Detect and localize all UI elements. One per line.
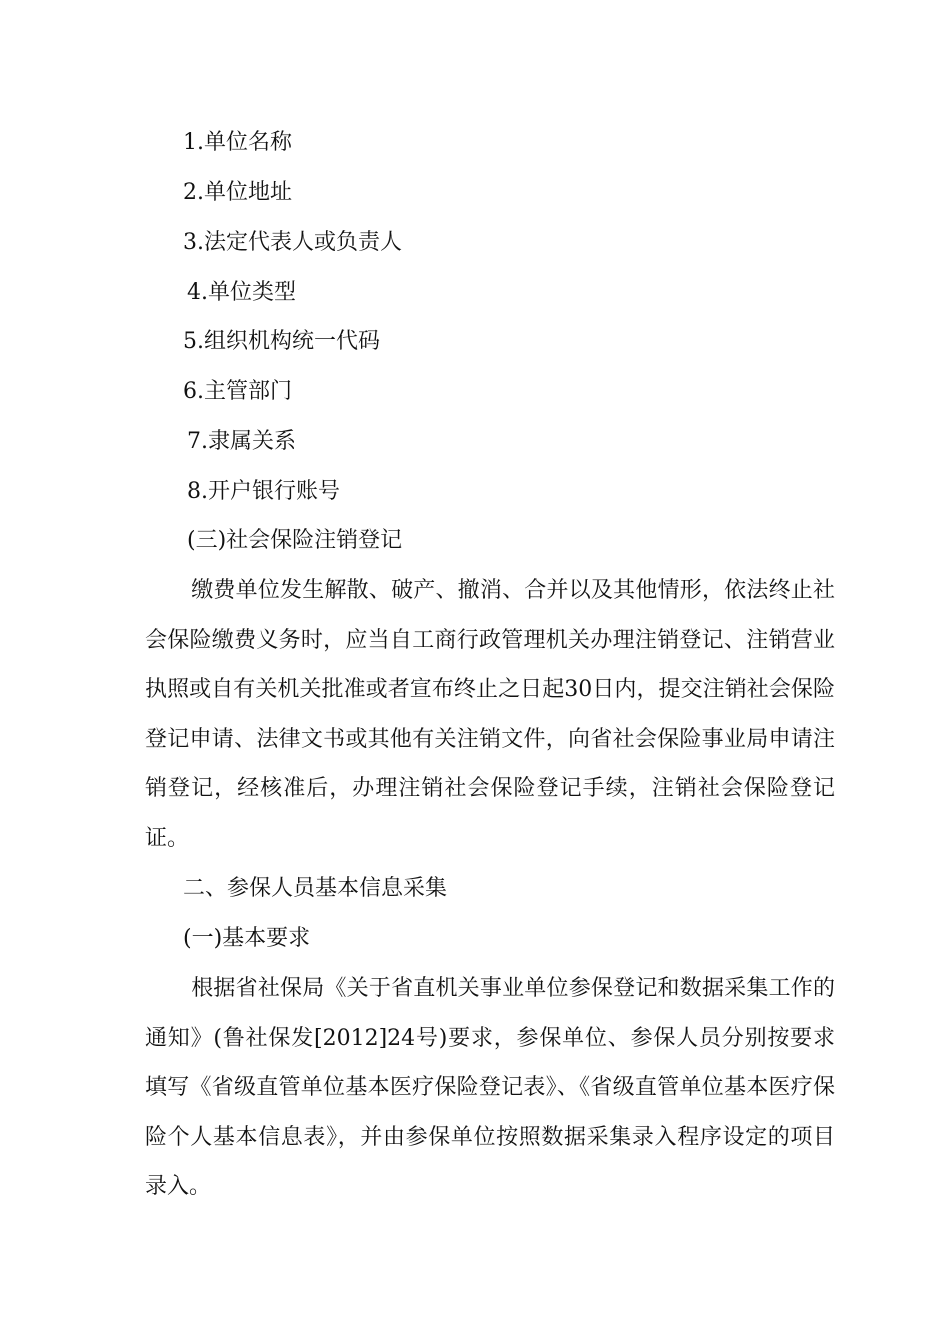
paragraph-deregistration [145,566,835,863]
list-item-8: 8.开户银行账号 [187,479,340,504]
list-item-7: 7.隶属关系 [187,429,296,454]
section-heading-deregistration: (三)社会保险注销登记 [187,528,403,553]
chapter-heading-info-collection: 二、参保人员基本信息采集 [183,876,448,901]
paragraph-basic-requirements-text: 根据省社保局《关于省直机关事业单位参保登记和数据采集工作的通知》(鲁社保发[2012]24号)要求，参保单位、参保人员分别按要求填写《省级直管单位基本医疗保险登记表》、《省级直管单位基本医疗保险个人基本信息表》，并由参保单位按照数据采集录入程序设定的项目录入。 [145,976,835,1199]
section-heading-basic-requirements: (一)基本要求 [183,926,311,951]
list-item-2: 2.单位地址 [183,180,292,205]
paragraph-deregistration-text: 缴费单位发生解散、破产、撤消、合并以及其他情形，依法终止社会保险缴费义务时，应当自工商行政管理机关办理注销登记、注销营业执照或自有关机关批准或者宣布终止之日起30日内，提交注销社会保险登记申请、法律文书或其他有关注销文件，向省社会保险事业局申请注销登记，经核准后，办理注销社会保险登记手续，注销社会保险登记证。 [145,578,835,851]
list-item-1: 1.单位名称 [183,130,292,155]
list-item-6: 6.主管部门 [183,379,292,404]
paragraph-basic-requirements [145,964,835,1212]
list-item-5: 5.组织机构统一代码 [183,329,380,354]
list-item-4: 4.单位类型 [187,280,296,305]
list-item-3: 3.法定代表人或负责人 [183,230,402,255]
